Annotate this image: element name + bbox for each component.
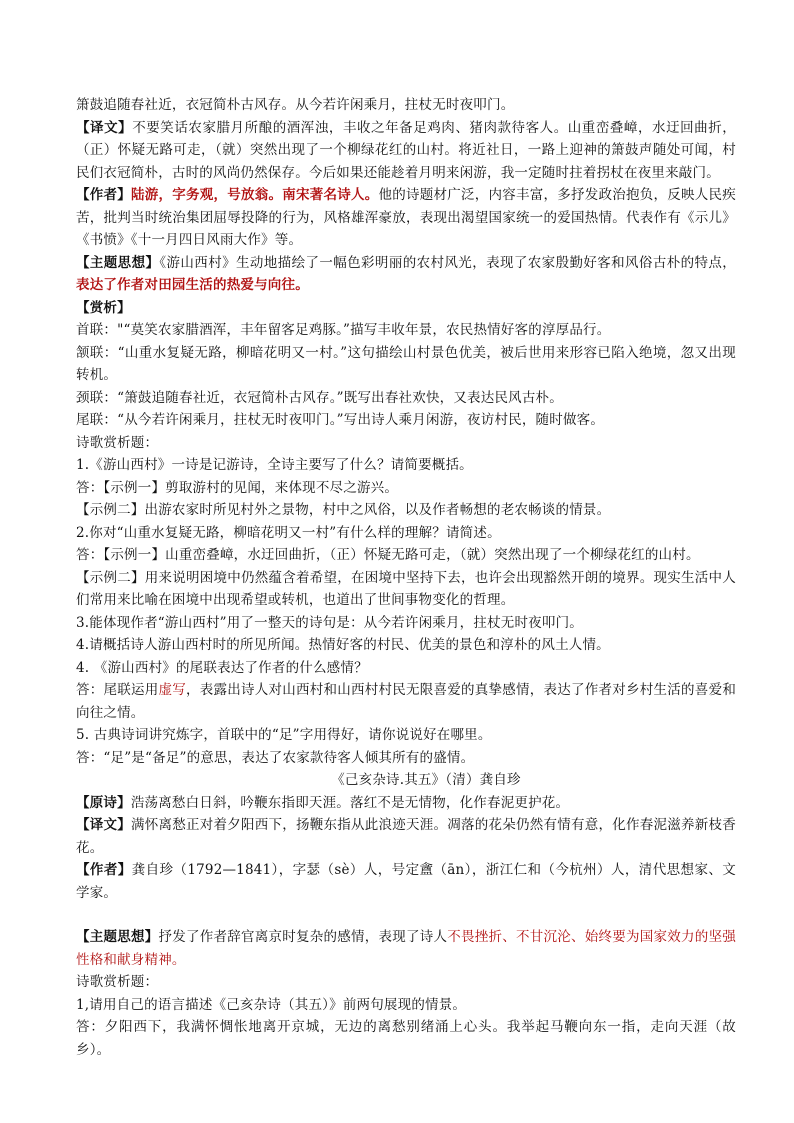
translation-paragraph bbox=[76, 814, 736, 859]
translation-paragraph bbox=[76, 117, 736, 185]
poem-title: 《己亥杂诗.其五》（清）龚自珍 bbox=[331, 772, 521, 788]
answer-5: 答：“足”是“备足”的意思，表达了农家款待客人倾其所有的盛情。 bbox=[76, 749, 475, 766]
author-text: 龚自珍（1792—1841），字瑟（sè）人，号定盦（ān），浙江仁和（今杭州）人，清代思想家、文学家。 bbox=[76, 862, 736, 901]
theme-text: 抒发了作者辞官离京时复杂的感情，表现了诗人 bbox=[158, 929, 448, 945]
author-paragraph bbox=[76, 184, 736, 252]
couplet-last: 尾联：“从今若许闲乘月，拄杖无时夜叩门。”写出诗人乘月闲游，夜访村民，随时做客。 bbox=[76, 412, 605, 428]
author-highlight: 陆游，字务观，号放翁。南宋著名诗人。 bbox=[131, 187, 379, 203]
section-tag: 【作者】 bbox=[76, 862, 132, 878]
answer-1a: 答：【示例一】剪取游村的见闻，来体现不尽之游兴。 bbox=[76, 479, 399, 496]
question-5: 5. 古典诗词讲究炼字，首联中的“足”字用得好，请你说说好在哪里。 bbox=[76, 727, 492, 743]
section-tag: 【译文】 bbox=[76, 119, 133, 136]
answer-6: 答：夕阳西下，我满怀惆怅地离开京城，无边的离愁别绪涌上心头。我举起马鞭向东一指，走向天涯（故乡）。 bbox=[76, 1019, 736, 1058]
exercise-heading: 诗歌赏析题： bbox=[76, 974, 159, 990]
section-tag: 【原诗】 bbox=[76, 794, 131, 811]
spacer bbox=[76, 904, 736, 926]
answer-2b: 【示例二】用来说明困境中仍然蕴含着希望，在困境中坚持下去，也许会出现豁然开朗的境界。现实生活中人们常用来比喻在困境中出现希望或转机，也道出了世间事物变化的哲理。 bbox=[76, 569, 736, 608]
answer-text: 答：尾联运用 bbox=[76, 682, 159, 698]
theme-highlight: 不畏挫折、不甘沉沦、始终要为国家效力的坚强性格和献身精神。 bbox=[76, 929, 737, 968]
section-tag: 【主题思想】 bbox=[76, 254, 160, 271]
translation-text: 不要笑话农家腊月所酿的酒浑浊，丰收之年备足鸡肉、猪肉款待客人。山重峦叠嶂，水迂回曲折，（正）怀疑无路可走，（就）突然出现了一个柳绿花红的山村。将近社日，一路上迎神的箫鼓声随处可闻，村民们衣冠简朴，古时的风尚仍然保存。今后如果还能趁着月明来闲游，我一定随时拄着拐杖在夜里来敲门。 bbox=[76, 119, 736, 181]
original-poem-text: 浩荡离愁白日斜，吟鞭东指即天涯。落红不是无情物，化作春泥更护花。 bbox=[130, 794, 570, 811]
theme-paragraph bbox=[76, 252, 736, 297]
answer-1b: 【示例二】出游农家时所见村外之景物，村中之风俗，以及作者畅想的老农畅谈的情景。 bbox=[76, 502, 611, 518]
original-poem-paragraph bbox=[76, 792, 736, 815]
section-tag: 【主题思想】 bbox=[76, 929, 159, 945]
question-2: 2.你对“山重水复疑无路，柳暗花明又一村”有什么样的理解？请简述。 bbox=[76, 524, 501, 541]
answer-4b bbox=[76, 679, 736, 724]
answer-text: ，表露出诗人对山西村和山西村村民无限喜爱的真挚感情，表达了作者对乡村生活的喜爱和向往之情。 bbox=[76, 682, 737, 721]
translation-text: 满怀离愁正对着夕阳西下，扬鞭东指从此浪迹天涯。凋落的花朵仍然有情有意，化作春泥滋养新枝香花。 bbox=[76, 817, 736, 856]
question-3: 3.能体现作者“游山西村”用了一整天的诗句是：从今若许闲乘月，拄杖无时夜叩门。 bbox=[76, 614, 583, 631]
couplet-first: 首联："“莫笑农家腊酒浑，丰年留客足鸡豚。”描写丰收年景，农民热情好客的淳厚品行。 bbox=[76, 322, 611, 338]
question-4: 4.请概括诗人游山西村时的所见所闻。热情好客的村民、优美的景色和淳朴的风土人情。 bbox=[76, 637, 610, 653]
question-6: 1,请用自己的语言描述《己亥杂诗（其五）》前两句展现的情景。 bbox=[76, 996, 467, 1013]
author-text: 他的诗题材广泛，内容丰富，多抒发政治抱负，反映人民疾苦，批判当时统治集团屈辱投降的行为，风格雄浑豪放，表现出渴望国家统一的爱国热情。代表作有《示儿》《书愤》《十一月四日风雨大作》等。 bbox=[76, 187, 736, 248]
answer-2a: 答：【示例一】山重峦叠嶂，水迂回曲折，（正）怀疑无路可走，（就）突然出现了一个柳绿花红的山村。 bbox=[76, 547, 700, 563]
theme-highlight: 表达了作者对田园生活的热爱与向往。 bbox=[76, 277, 309, 293]
exercise-heading: 诗歌赏析题： bbox=[76, 434, 159, 451]
appreciation-heading: 【赏析】 bbox=[76, 299, 131, 316]
question-4b: 4. 《游山西村》的尾联表达了作者的什么感情？ bbox=[76, 659, 368, 676]
section-tag: 【译文】 bbox=[76, 817, 132, 833]
poem-line: 箫鼓追随春社近，衣冠简朴古风存。从今若许闲乘月，拄杖无时夜叩门。 bbox=[76, 97, 515, 113]
author-paragraph bbox=[76, 859, 736, 904]
couplet-second: 颔联：“山重水复疑无路，柳暗花明又一村。”这句描绘山村景色优美，被后世用来形容已陷入绝境，忽又出现转机。 bbox=[76, 344, 736, 383]
answer-highlight: 虚写 bbox=[158, 682, 187, 698]
theme-text: 《游山西村》生动地描绘了一幅色彩明丽的农村风光，表现了农家殷勤好客和风俗古朴的特点， bbox=[159, 254, 736, 271]
couplet-third: 颈联：“箫鼓追随春社近，衣冠简朴古风存。”既写出春社欢快，又表达民风古朴。 bbox=[76, 389, 563, 406]
section-tag: 【作者】 bbox=[76, 187, 132, 203]
document-page bbox=[76, 94, 736, 1061]
question-1: 1.《游山西村》一诗是记游诗，全诗主要写了什么？请简要概括。 bbox=[76, 457, 473, 473]
theme-paragraph bbox=[76, 926, 736, 971]
